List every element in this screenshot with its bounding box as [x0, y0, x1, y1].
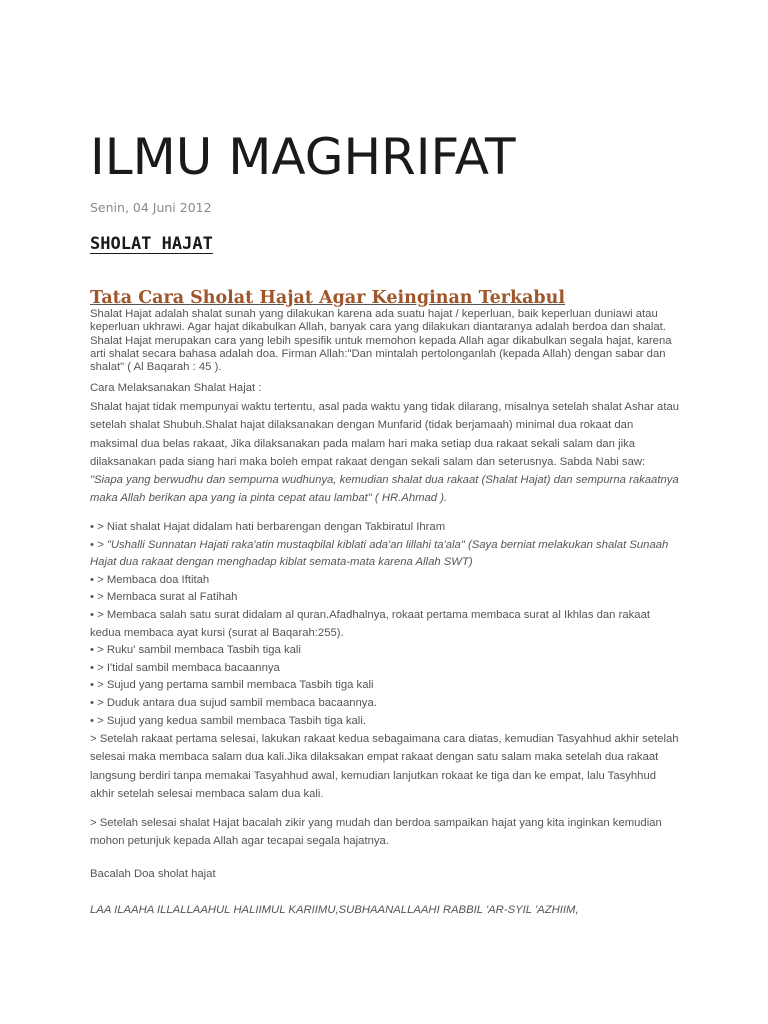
closing-paragraph: > Setelah selesai shalat Hajat bacalah zikir yang mudah dan berdoa sampaikan hajat yang kita inginkan kemudian mohon petunjuk kepada Allah agar tecapai segala hajatnya. — [90, 817, 662, 848]
description-paragraph — [90, 398, 680, 508]
list-item: • > Niat shalat Hajat didalam hati berbarengan dengan Takbiratul Ihram — [90, 521, 446, 533]
doa-label: Bacalah Doa sholat hajat — [90, 868, 216, 880]
list-item: • > Duduk antara dua sujud sambil membaca bacaannya. — [90, 696, 377, 709]
list-item: • > Membaca surat al Fatihah — [90, 591, 238, 604]
list-item: • > I'tidal sambil membaca bacaannya — [90, 661, 280, 674]
article-title[interactable]: Tata Cara Sholat Hajat Agar Keinginan Terkabul — [90, 288, 566, 308]
list-item: • > Sujud yang pertama sambil membaca Tasbih tiga kali — [90, 679, 374, 692]
hadith-quote: "Siapa yang berwudhu dan sempurna wudhunya, kemudian shalat dua rakaat (Shalat Hajat) dan sempurna rakaatnya maka Allah berikan apa yang ia pinta cepat atau lambat" ( HR.Ahmad ). — [90, 474, 679, 505]
list-item: • > "Ushalli Sunnatan Hajati raka'atin mustaqbilal kiblati ada'an lillahi ta'ala" (Saya berniat melakukan shalat Sunaah Hajat dua rakaat dengan menghadap kiblat semata-mata karena Allah SWT) — [90, 538, 669, 569]
post-date: Senin, 04 Juni 2012 — [90, 200, 212, 215]
list-item: • > Ruku' sambil membaca Tasbih tiga kali — [90, 644, 301, 657]
description-text: Shalat hajat tidak mempunyai waktu tertentu, asal pada waktu yang tidak dilarang, misalnya setelah shalat Ashar atau setelah shalat Shubuh.Shalat hajat dilaksanakan dengan Munfarid (tidak berjamaah) minimal dua rokaat dan maksimal dua belas rakaat, Jika dilaksanakan pada malam hari maka setiap dua rakaat sekali salam dan jika dilaksanakan pada siang hari maka boleh empat rakaat dengan sekali salam dan seterusnya. Sabda Nabi saw: — [90, 401, 680, 468]
after-paragraph: > Setelah rakaat pertama selesai, lakukan rakaat kedua sebagaimana cara diatas, kemudian Tasyahhud akhir setelah selesai maka membaca salam dua kali.Jika dilaksakan empat rakaat dengan satu salam maka setelah dua rakaat langsung berdiri tanpa memakai Tasyahhud awal, kemudian lanjutkan rokaat ke tiga dan ke empat, lalu Tasyhhud akhir setelah selesai membaca salam dua kali. — [90, 733, 679, 800]
list-item: • > Membaca salah satu surat didalam al quran.Afadhalnya, rokaat pertama membaca surat al Ikhlas dan rakaat kedua membaca ayat kursi (surat al Baqarah:255). — [90, 608, 651, 639]
intro-paragraph: Shalat Hajat adalah shalat sunah yang dilakukan karena ada suatu hajat / keperluan, baik keperluan duniawi atau keperluan ukhrawi. Agar hajat dikabulkan Allah, banyak cara yang dilakukan diantaranya adalah berdoa dan shalat. Shalat Hajat merupakan cara yang lebih spesifik untuk memohon kepada Allah agar dikabulkan segala hajat, karena arti shalat secara bahasa adalah doa. Firman Allah:"Dan mintalah pertolonganlah (kepada Allah) dengan sabar dan shalat" ( Al Baqarah : 45 ). — [90, 308, 672, 374]
post-title[interactable]: SHOLAT HAJAT — [90, 234, 213, 254]
list-item: • > Sujud yang kedua sambil membaca Tasbih tiga kali. — [90, 714, 366, 727]
blog-title: ILMU MAGHRIFAT — [90, 128, 516, 186]
list-item: • > Membaca doa Iftitah — [90, 573, 210, 586]
how-heading: Cara Melaksanakan Shalat Hajat : — [90, 382, 262, 394]
steps-list — [90, 519, 680, 730]
doa-text: LAA ILAAHA ILLALLAAHUL HALIIMUL KARIIMU,SUBHAANALLAAHI RABBIL 'AR-SYIL 'AZHIIM, — [90, 904, 579, 916]
